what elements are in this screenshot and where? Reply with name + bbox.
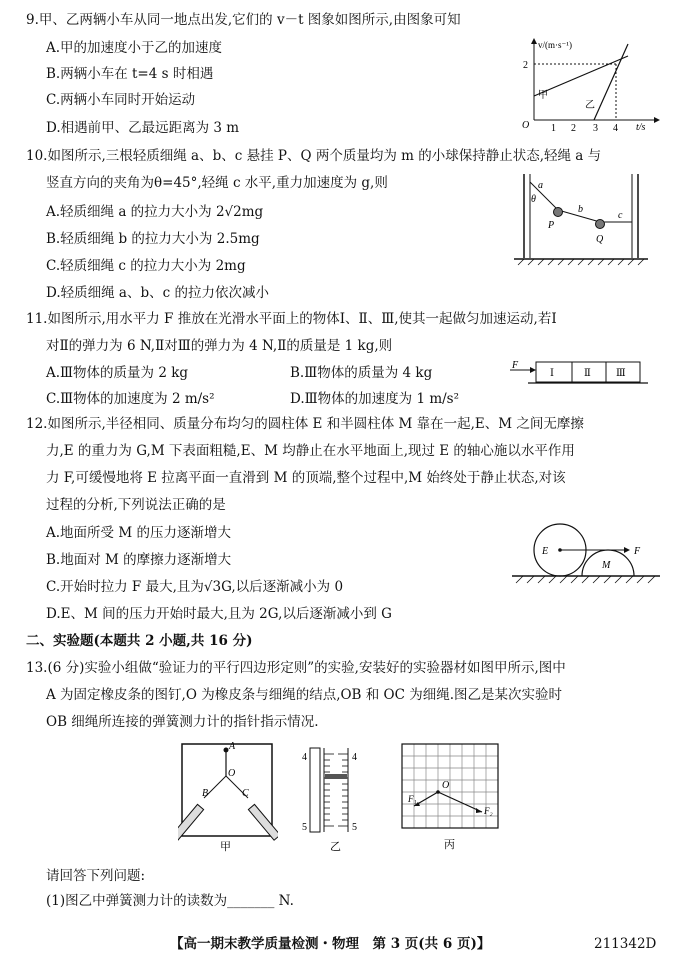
q9-xtick: 3 — [593, 123, 598, 132]
q13-sub-1: (1)图乙中弹簧测力计的读数为_______ N. — [46, 893, 294, 909]
q12-label-m: M — [602, 560, 611, 571]
q13-line-3: OB 细绳所连接的弹簧测力计的指针指示情况. — [46, 714, 319, 730]
q13-figure-yi — [300, 746, 370, 852]
q10-stem-2: 竖直方向的夹角为θ=45°,轻绳 c 水平,重力加速度为 g,则 — [46, 175, 388, 191]
q13-jia-label-c: C — [242, 788, 249, 799]
q13-figure-jia — [178, 740, 278, 852]
footer-code: 211342D — [594, 936, 657, 952]
q9-option-b: B.两辆小车在 t=4 s 时相遇 — [46, 66, 214, 82]
q12-figure — [512, 518, 662, 590]
q10-label-theta: θ — [531, 194, 536, 205]
q10-label-c: c — [618, 210, 623, 221]
q13-bing-label-f2: F₂ — [484, 806, 493, 816]
q10-stem-1: 10.如图所示,三根轻质细绳 a、b、c 悬挂 P、Q 两个质量均为 m 的小球保持静止状态,轻绳 a 与 — [26, 148, 602, 164]
q13-line-1: 13.(6 分)实验小组做“验证力的平行四边形定则”的实验,安装好的实验器材如图甲所示,图中 — [26, 660, 566, 676]
q12-option-b: B.地面对 M 的摩擦力逐渐增大 — [46, 552, 232, 568]
q12-label-f: F — [634, 546, 641, 557]
q13-jia-label-b: B — [202, 788, 209, 799]
q9-xtick: 1 — [551, 123, 556, 132]
q13-line-2: A 为固定橡皮条的图钉,O 为橡皮条与细绳的结点,OB 和 OC 为细绳.图乙是某次实验时 — [46, 687, 563, 703]
q9-ylabel: v/(m·s⁻¹) — [538, 40, 572, 50]
q9-ytick: 2 — [523, 60, 528, 71]
q9-xtick: 2 — [571, 123, 576, 132]
q12-line-4: 过程的分析,下列说法正确的是 — [46, 497, 226, 513]
q9-stem: 9.甲、乙两辆小车从同一地点出发,它们的 v－t 图象如图所示,由图象可知 — [26, 12, 461, 28]
q13-bing-label-f1: F₁ — [408, 794, 417, 804]
q10-label-p: P — [548, 220, 555, 231]
q13-jia-label-a: A — [229, 741, 236, 752]
q9-option-d: D.相遇前甲、乙最远距离为 3 m — [46, 120, 240, 136]
q11-stem-1: 11.如图所示,用水平力 F 推放在光滑水平面上的物体Ⅰ、Ⅱ、Ⅲ,使其一起做匀加速运动,若Ⅰ — [26, 311, 557, 327]
q13-bing-caption: 丙 — [444, 839, 455, 851]
q9-origin: O — [522, 120, 530, 131]
section-heading: 二、实验题(本题共 2 小题,共 16 分) — [26, 633, 253, 649]
q10-label-b: b — [578, 204, 583, 215]
q9-xtick: 4 — [613, 123, 618, 132]
q10-label-q: Q — [596, 234, 604, 245]
q10-option-d: D.轻质细绳 a、b、c 的拉力依次减小 — [46, 285, 269, 301]
q11-label-f: F — [512, 360, 519, 371]
q12-option-c: C.开始时拉力 F 最大,且为√3G,以后逐渐减小为 0 — [46, 579, 344, 595]
q12-line-3: 力 F,可缓慢地将 E 拉离平面一直滑到 M 的顶端,整个过程中,M 始终处于静止状态,对该 — [46, 470, 566, 486]
q10-option-b: B.轻质细绳 b 的拉力大小为 2.5mg — [46, 231, 260, 247]
q13-figure-bing — [398, 740, 502, 852]
q11-option-d: D.Ⅲ物体的加速度为 1 m/s² — [290, 391, 460, 407]
q12-line-2: 力,E 的重力为 G,M 下表面粗糙,E、M 均静止在水平地面上,现过 E 的轴心施以水平作用 — [46, 443, 575, 459]
q9-vt-graph — [512, 36, 662, 132]
q13-yi-tick-5-right: 5 — [352, 822, 357, 833]
q10-label-a: a — [538, 180, 543, 191]
q12-option-d: D.E、M 间的压力开始时最大,且为 2G,以后逐渐减小到 G — [46, 606, 392, 622]
q13-prompt: 请回答下列问题: — [46, 868, 146, 884]
q11-figure — [508, 358, 658, 394]
q13-bing-label-o: O — [442, 780, 450, 791]
q11-stem-2: 对Ⅱ的弹力为 6 N,Ⅱ对Ⅲ的弹力为 4 N,Ⅱ的质量是 1 kg,则 — [46, 338, 393, 354]
q10-figure — [514, 170, 654, 268]
q11-block-2: Ⅱ — [584, 368, 591, 379]
footer-title: 【高一期末教学质量检测・物理 第 3 页(共 6 页)】 — [170, 936, 491, 952]
q11-block-1: Ⅰ — [550, 368, 554, 379]
q12-option-a: A.地面所受 M 的压力逐渐增大 — [46, 525, 231, 541]
q13-yi-tick-4: 4 — [302, 752, 307, 763]
q12-label-e: E — [542, 546, 549, 557]
q11-option-b: B.Ⅲ物体的质量为 4 kg — [290, 365, 433, 381]
q11-option-a: A.Ⅲ物体的质量为 2 kg — [46, 365, 189, 381]
q9-xlabel: t/s — [636, 122, 646, 132]
q10-option-a: A.轻质细绳 a 的拉力大小为 2√2mg — [46, 204, 264, 220]
q13-yi-caption: 乙 — [330, 841, 341, 852]
q12-line-1: 12.如图所示,半径相同、质量分布均匀的圆柱体 E 和半圆柱体 M 靠在一起,E、M 之间无摩擦 — [26, 416, 584, 432]
q13-jia-caption: 甲 — [220, 841, 231, 852]
q9-label-yi: 乙 — [585, 100, 595, 111]
q13-yi-tick-5: 5 — [302, 822, 307, 833]
q11-block-3: Ⅲ — [616, 368, 626, 379]
q9-option-c: C.两辆小车同时开始运动 — [46, 92, 196, 108]
q9-label-jia: 甲 — [538, 90, 548, 101]
q9-option-a: A.甲的加速度小于乙的加速度 — [46, 40, 223, 56]
q13-jia-label-o: O — [228, 768, 236, 779]
q10-option-c: C.轻质细绳 c 的拉力大小为 2mg — [46, 258, 246, 274]
q11-option-c: C.Ⅲ物体的加速度为 2 m/s² — [46, 391, 215, 407]
q13-yi-tick-4-right: 4 — [352, 752, 357, 763]
